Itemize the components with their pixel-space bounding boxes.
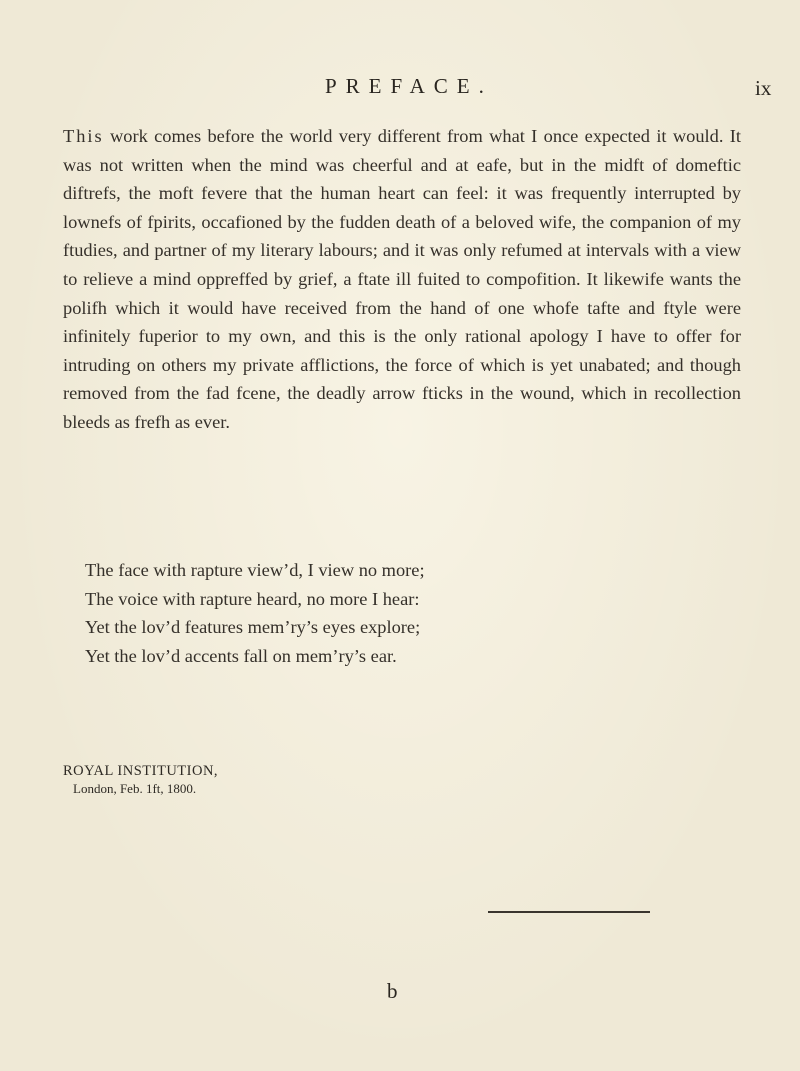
preface-paragraph bbox=[63, 122, 741, 437]
poem-line: Yet the lov’d features mem’ry’s eyes explore; bbox=[85, 617, 421, 638]
poem-quatrain bbox=[85, 556, 745, 670]
poem-line: The voice with rapture heard, no more I hear: bbox=[85, 588, 420, 609]
poem-line: Yet the lov’d accents fall on mem’ry’s ear. bbox=[85, 645, 397, 666]
preface-body-text: work comes before the world very different from what I once expected it would. It was not written when the mind was cheerful and at eafe, but in the midft of domeftic diftrefs, the moft fevere that the human heart can feel: it was frequently interrupted by lownefs of fpirits, occafioned by the fudden death of a beloved wife, the companion of my ftudies, and partner of my literary labours; and it was only refumed at intervals with a view to relieve a mind oppreffed by grief, a ftate ill fuited to compofition. It likewife wants the polifh which it would have received from the hand of one whofe tafte and ftyle were infinitely fuperior to my own, and this is the only rational apology I have to offer for intruding on others my private afflictions, the force of which is yet unabated; and though removed from the fad fcene, the deadly arrow fticks in the wound, which in recollection bleeds as frefh as ever. bbox=[63, 126, 741, 432]
signature-mark: b bbox=[387, 979, 398, 1003]
page-number: ix bbox=[755, 76, 772, 100]
poem-line: The face with rapture view’d, I view no more; bbox=[85, 560, 425, 580]
signature-institution: ROYAL INSTITUTION, bbox=[63, 763, 219, 779]
running-title: PREFACE. bbox=[325, 74, 493, 98]
lead-word: This bbox=[63, 126, 104, 146]
signature-place-date: London, Feb. 1ft, 1800. bbox=[73, 781, 197, 796]
signature-block bbox=[63, 762, 363, 798]
running-head bbox=[0, 74, 800, 104]
horizontal-rule bbox=[488, 911, 650, 913]
